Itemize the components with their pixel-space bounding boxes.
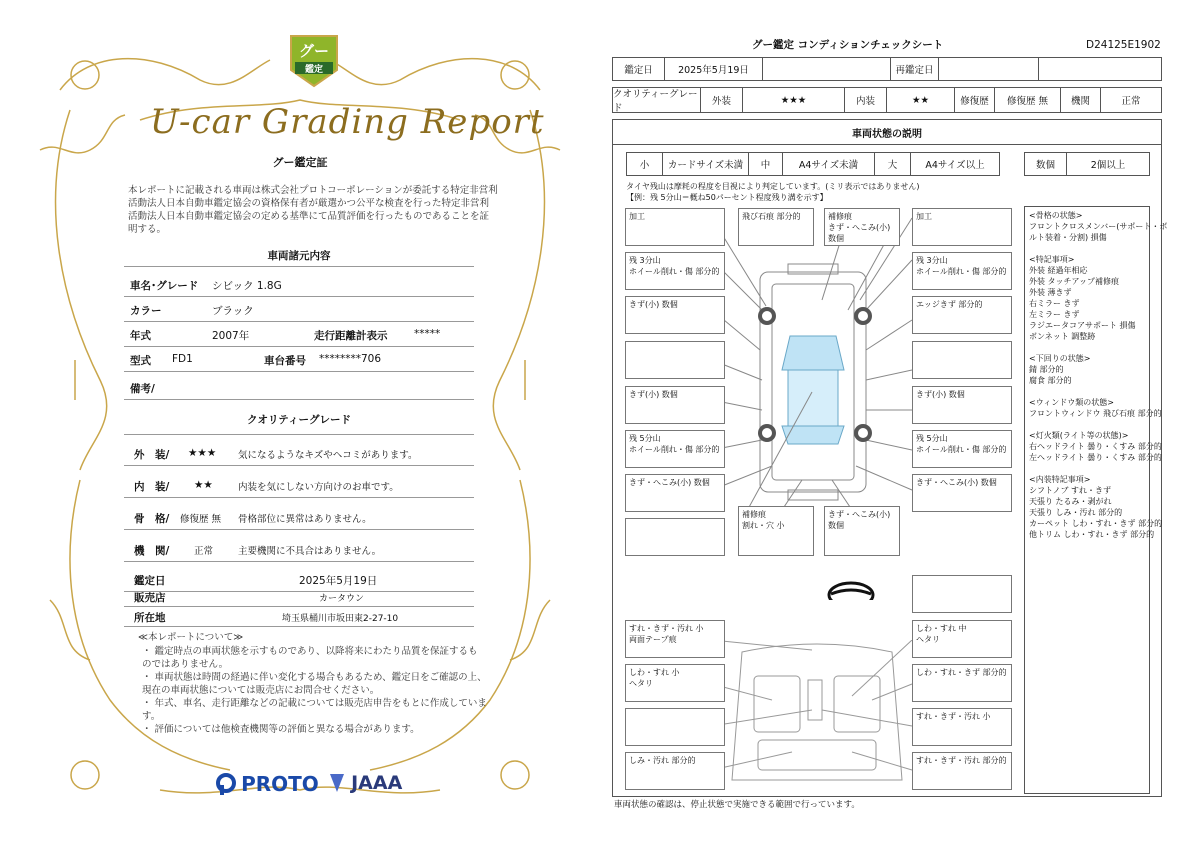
jaaa-text: JAAA	[351, 772, 403, 794]
sheet-title: グー鑑定 コンディションチェックシート	[752, 39, 944, 51]
special-notes-panel	[1024, 206, 1168, 794]
steering-wheel-icon	[829, 583, 873, 600]
grading-date-value: 2025年5月19日	[299, 575, 378, 587]
special-note-line: <下回りの状態>	[1029, 354, 1091, 363]
spec-row-year: 年式 2007年 走行距離計表示 *****	[124, 321, 474, 347]
count-legend: 数個 2個以上	[1024, 152, 1150, 176]
car-name-value: シビック 1.8G	[212, 280, 282, 292]
spec-row-name: 車名･グレード シビック 1.8G	[124, 271, 474, 297]
chassis-value: ********706	[319, 353, 382, 365]
shop-value: カータウン	[319, 594, 365, 604]
interior-comment-box: すれ・きず・汚れ 小	[912, 708, 1012, 746]
special-note-line	[1029, 243, 1145, 254]
exterior-comment-box: きず・へこみ(小) 数個	[824, 506, 900, 556]
special-note-line: シフトノブ すれ・きず	[1029, 486, 1112, 495]
special-note-line: <骨格の状態>	[1029, 211, 1083, 220]
special-note-line: 外装 薄きず	[1029, 288, 1072, 297]
note-item: ・ 年式、車名、走行距離などの記載については販売店申告をもとに作成しています。	[142, 698, 487, 722]
logo-text-2: 鑑定	[304, 65, 323, 75]
special-note-line: ルト装着・分割) 損傷	[1029, 233, 1107, 242]
note-item: ・ 鑑定時点の車両状態を示すものであり、以降将来にわたり品質を保証するものではありません。	[142, 646, 478, 670]
jaaa-mark-icon	[328, 772, 346, 794]
exterior-grade: ★★★	[743, 88, 845, 112]
quality-row-engine: 機 関/ 正常 主要機関に不具合はありません。	[124, 536, 474, 562]
spec-row-color: カラー ブラック	[124, 296, 474, 322]
proto-text: PROTO	[241, 772, 319, 796]
exterior-comment-box	[625, 518, 725, 556]
exterior-comment-box: 残 3分山 ホイール削れ・傷 部分的	[912, 252, 1012, 290]
spec-row-model: 型式 FD1 車台番号 ********706	[124, 346, 474, 372]
exterior-comment-box: きず(小) 数個	[912, 386, 1012, 424]
exterior-comment-box: 飛び石痕 部分的	[738, 208, 814, 246]
special-note-line: <灯火類(ライト等の状態)>	[1029, 431, 1129, 440]
info-row-address: 所在地 埼玉県桶川市坂田東2-27-10	[124, 606, 474, 627]
special-note-line: 左ヘッドライト 曇り・くすみ 部分的	[1029, 453, 1162, 462]
grade-row: クオリティーグレード 外装 ★★★ 内装 ★★ 修復歴 修復歴 無 機関 正常	[612, 87, 1162, 113]
engine-status: 正常	[1121, 96, 1141, 107]
logo-text-1: グー	[298, 42, 329, 60]
interior-comment-box: すれ・きず・汚れ 部分的	[912, 752, 1012, 790]
exterior-comment-box: きず・へこみ(小) 数個	[625, 474, 725, 512]
interior-comment-box	[912, 575, 1012, 613]
exterior-comment-box: 残 5分山 ホイール削れ・傷 部分的	[625, 430, 725, 468]
vehicle-state-title: 車両状態の説明	[612, 120, 1162, 145]
special-note-line: ラジエータコアサポート 損傷	[1029, 321, 1136, 330]
special-note-line	[1029, 463, 1145, 474]
interior-comment-box: しわ・すれ 中 ヘタリ	[912, 620, 1012, 658]
exterior-comment-box: 加工	[912, 208, 1012, 246]
special-note-line: ボンネット 調整跡	[1029, 332, 1096, 341]
special-note-line: フロントクロスメンバー(サポート・ボ	[1029, 222, 1168, 231]
proto-logo	[216, 772, 319, 796]
quality-row-exterior: 外 装/ ★★★ 気になるようなキズやヘコミがあります。	[124, 440, 474, 466]
sheet-footer: 車両状態の確認は、停止状態で実施できる範囲で行っています。	[614, 800, 860, 810]
interior-grade: ★★	[887, 88, 955, 112]
exterior-comment-box: 残 5分山 ホイール削れ・傷 部分的	[912, 430, 1012, 468]
quality-row-frame: 骨 格/ 修復歴 無 骨格部位に異常はありません。	[124, 504, 474, 530]
spec-row-remarks: 備考/	[124, 374, 474, 400]
interior-comment-box: しわ・すれ・きず 部分的	[912, 664, 1012, 702]
note-item: ・ 車両状態は時間の経過に伴い変化する場合もあるため、鑑定日をご確認の上、現在の車両状態については販売店にお問合せください。	[142, 672, 487, 696]
exterior-comment-box: きず(小) 数個	[625, 296, 725, 334]
check-date-value: 2025年5月19日	[665, 58, 763, 80]
exterior-comment-box	[625, 341, 725, 379]
special-note-line	[1029, 419, 1145, 430]
color-value: ブラック	[212, 305, 254, 317]
year-value: 2007年	[212, 330, 250, 342]
special-note-line: <特記事項>	[1029, 255, 1075, 264]
special-note-line: 天張り たるみ・剥がれ	[1029, 497, 1112, 506]
document-id: D24125E1902	[1086, 39, 1161, 51]
interior-comment-box: しみ・汚れ 部分的	[625, 752, 725, 790]
address-value: 埼玉県桶川市坂田東2-27-10	[282, 614, 399, 624]
tire-note: タイヤ残山は摩耗の程度を目視により判定しています。(ミリ表示ではありません)	[626, 182, 920, 191]
exterior-comment-box: 補修痕 割れ・穴 小	[738, 506, 814, 556]
notes-title: ≪本レポートについて≫	[138, 632, 244, 643]
certificate-title: グー鑑定証	[272, 156, 328, 169]
spec-section-title: 車両諸元内容	[267, 250, 331, 262]
exterior-comment-box: きず(小) 数個	[625, 386, 725, 424]
special-note-line: <内装特記事項>	[1029, 475, 1091, 484]
special-note-line	[1029, 342, 1145, 353]
size-legend: 小 カードサイズ未満 中 A4サイズ未満 大 A4サイズ以上	[626, 152, 1000, 176]
goo-kantei-logo	[287, 32, 341, 88]
exterior-comment-box: 加工	[625, 208, 725, 246]
proto-mark-icon	[216, 773, 236, 795]
special-note-line: 右ヘッドライト 曇り・くすみ 部分的	[1029, 442, 1162, 451]
certificate-intro: 本レポートに記載される車両は株式会社プロトコーポレーションが委託する特定非営利活動法人日本自動車鑑定協会の資格保有者が厳選かつ公平な検査を行った特定非営利活動法人日本自動車鑑定協会の定める基準にて品質評価を行ったものであることを証明する。	[128, 185, 498, 235]
interior-comment-box: すれ・きず・汚れ 小 両面テープ痕	[625, 620, 725, 658]
exterior-comment-box: きず・へこみ(小) 数個	[912, 474, 1012, 512]
interior-comment-box: しわ・すれ 小 ヘタリ	[625, 664, 725, 702]
special-note-line: 天張り しみ・汚れ 部分的	[1029, 508, 1123, 517]
special-note-line: フロントウィンドウ 飛び石痕 部分的	[1029, 409, 1162, 418]
notes-list	[142, 645, 487, 736]
exterior-comment-box	[912, 341, 1012, 379]
interior-comment-box	[625, 708, 725, 746]
special-note-line: 腐食 部分的	[1029, 376, 1072, 385]
info-row-date: 鑑定日 2025年5月19日	[124, 566, 474, 592]
special-note-line	[1029, 386, 1145, 397]
exterior-comment-box: 残 3分山 ホイール削れ・傷 部分的	[625, 252, 725, 290]
special-note-line: 外装 タッチアップ補修痕	[1029, 277, 1119, 286]
special-note-line: 錆 部分的	[1029, 365, 1064, 374]
special-note-line: 左ミラー きず	[1029, 310, 1080, 319]
exterior-comment-box: 補修痕 きず・へこみ(小) 数個	[824, 208, 900, 246]
special-note-line: 右ミラー きず	[1029, 299, 1080, 308]
special-note-line: カーペット しわ・すれ・きず 部分的	[1029, 519, 1163, 528]
special-note-line: <ウィンドウ類の状態>	[1029, 398, 1114, 407]
exterior-comment-box: エッジきず 部分的	[912, 296, 1012, 334]
date-row: 鑑定日 2025年5月19日 再鑑定日	[612, 57, 1162, 81]
special-note-line: 外装 経過年相応	[1029, 266, 1088, 275]
repair-history: 修復歴 無	[995, 88, 1061, 112]
model-value: FD1	[172, 353, 193, 365]
jaaa-logo	[328, 772, 402, 794]
special-note-line: 他トリム しわ・すれ・きず 部分的	[1029, 530, 1155, 539]
quality-section-title: クオリティーグレード	[247, 414, 351, 426]
tire-example: 【例：残 5分山＝概ね50パーセント程度残り溝を示す】	[626, 193, 828, 202]
report-script-title: U-car Grading Report	[150, 102, 545, 142]
info-row-shop: 販売店 カータウン	[124, 586, 474, 607]
quality-row-interior: 内 装/ ★★ 内装を気にしない方向けのお車です。	[124, 472, 474, 498]
odometer-value: *****	[414, 328, 441, 340]
note-item: ・ 評価については他検査機関等の評価と異なる場合があります。	[142, 724, 420, 735]
